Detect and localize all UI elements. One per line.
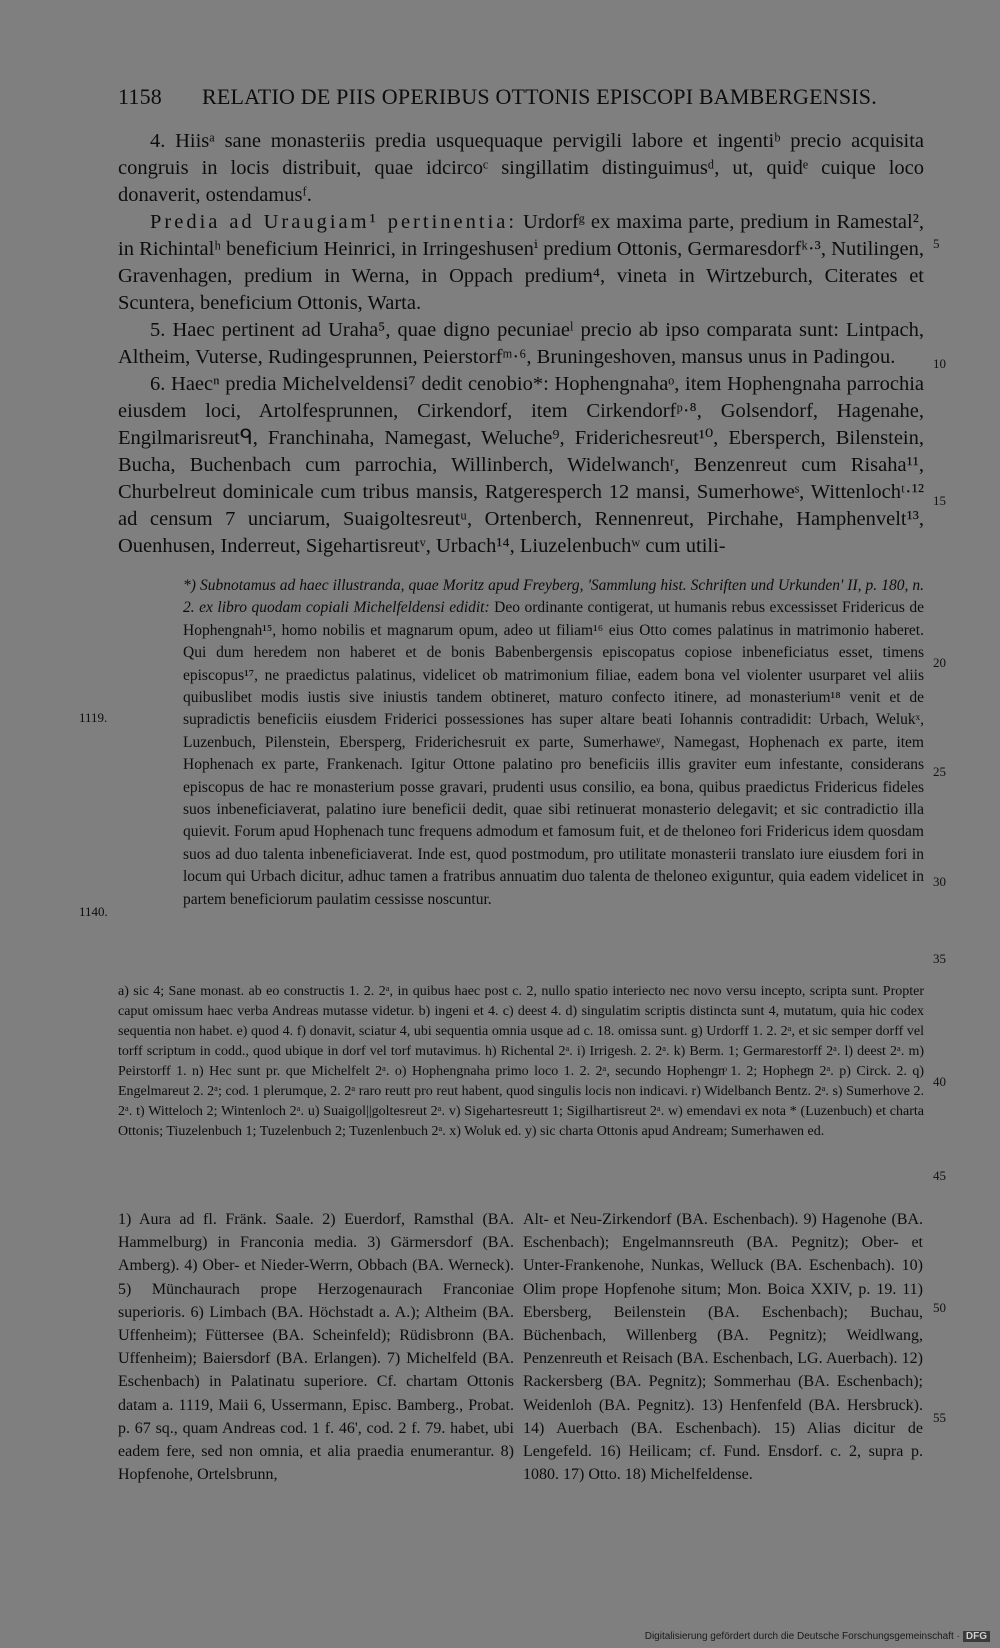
- paragraph-predia: [118, 209, 924, 317]
- explanatory-notes-left: [118, 1208, 514, 1486]
- paragraph-5: 5. Haec pertinent ad Uraha⁵, quae digno pecuniaeˡ precio ab ipso comparata sunt: Lintpach, Altheim, Vuterse, Rudingesprunnen, Peierstorfᵐ·⁶, Bruningeshoven, mansus unus in Padingou.: [118, 319, 924, 368]
- line-number: 55: [933, 1410, 946, 1425]
- page-number: 1158: [118, 84, 162, 109]
- explanatory-notes-right: [523, 1208, 923, 1486]
- footnote-star-intro: *) Subnotamus ad haec illustranda, quae Moritz apud Freyberg, 'Sammlung hist. Schriften und Urkunden' II, p. 180, n. 2. ex libro quodam copiali Michelfeldensi edidit:: [183, 577, 924, 617]
- apparatus-text: a) sic 4; Sane monast. ab eo constructis 1. 2. 2ᵃ, in quibus haec post c. 2, nullo spatio interiecto nec novo versu incepto, scripta sunt. Propter caput omissum haec verba Andreas mutasse videtur. b) ingeni et 4. c) deest 4. d) singulatim scriptis distincta sunt 4, mutatum, quia hic codex sequentia non habet. e) quod 4. f) donavit, sciatur 4, ubi sequentia omnia usque ad c. 18. omissa sunt. g) Urdorff 1. 2. 2ᵃ, et sic semper dorff vel torff scriptum in codd., quod ubique in dorf vel torf mutavimus. h) Richental 2ᵃ. i) Irrigesh. 2. 2ᵃ. k) Berm. 1; Germarestorff 2ᵃ. l) deest 2ᵃ. m) Peirstorff 1. n) Hec sunt pr. que Michelfelt 2ᵃ. o) Hophengnaha primo loco 1. 2. 2ᵃ, secundo Hophengnͦ 1. 2; Hophegͦn 2ᵃ. p) Circk. 2. q) Engelmareut 2. 2ᵃ; cod. 1 plerumque, 2. 2ᵃ raro reutt pro reut habent, quod singulis locis non indicavi. r) Widelbanch Bentz. 2ᵃ. s) Sumerhove 2. 2ᵃ. t) Witteloch 2; Wintenloch 2ᵃ. u) Suaigol||goltesreut 2ᵃ. v) Sigehartesreutt 1; Sigilhartisreut 2ᵃ. w) emendavi ex nota * (Luzenbuch) et charta Ottonis; Tiuzelenbuch 1; Tuzelenbuch 2; Tuzenlenbuch 2ᵃ. x) Woluk ed. y) sic charta Ottonis apud Andream; Sumerhawen ed.: [118, 984, 924, 1139]
- paragraph-6: 6. Haecⁿ predia Michelveldensi⁷ dedit cenobio*: Hophengnahaᵒ, item Hophengnaha parrochia eiusdem loci, Artolfesprunnen, Cirkendorf, item Cirkendorfᵖ·⁸, Golsendorf, Hagenahe, Engilmarisreutᑫ, Franchinaha, Namegast, Weluche⁹, Friderichesreut¹⁰, Ebersperch, Bilenstein, Bucha, Buchenbach cum parrochia, Willinberch, Widelwanchʳ, Benzenreut cum Risaha¹¹, Churbelreut dominicale cum tribus mansis, Ratgeresperch 12 mansi, Sumerhoweˢ, Wittenlochᵗ·¹² ad censum 7 unciarum, Suaigoltesreutᵘ, Ortenberch, Rennenreut, Pirchahe, Hamphenvelt¹³, Ouenhusen, Inderreut, Sigehartisreutᵛ, Urbach¹⁴, Liuzelenbuchʷ cum utili-: [118, 373, 924, 557]
- line-number: 10: [933, 356, 946, 371]
- margin-year-ref: 1140.: [79, 904, 108, 919]
- margin-year-ref: 1119.: [79, 710, 108, 725]
- notes-right-text: Alt- et Neu-Zirkendorf (BA. Eschenbach). 9) Hagenohe (BA. Eschenbach); Engelmannsreuth (BA. Pegnitz); Ober- et Unter-Frankenohe, Nunkas, Welluck (BA. Eschenbach). 10) Olim prope Hopfenohe situm; Mon. Boica XXIV, p. 19. 11) Ebersberg, Beilenstein (BA. Eschenbach); Buchau, Büchenbach, Willenberg (BA. Pegnitz); Weidlwang, Penzenreuth et Reisach (BA. Eschenbach, LG. Auerbach). 12) Rackersberg (BA. Pegnitz); Sommerhau (BA. Eschenbach); Weidenloh (BA. Pegnitz). 13) Henfenfeld (BA. Hersbruck). 14) Auerbach (BA. Eschenbach). 15) Alias dicitur de Lengefeld. 16) Heilicam; cf. Fund. Ensdorf. c. 2, supra p. 1080. 17) Otto. 18) Michelfeldense.: [523, 1211, 923, 1484]
- line-number: 40: [933, 1074, 946, 1089]
- predia-text: Urdorfᵍ ex maxima parte, predium in Ramestal², in Richintalʰ beneficium Heinrici, in Irringeshusenⁱ predium Ottonis, Germaresdorfᵏ·³, Nutilingen, Gravenhagen, predium in Werna, in Oppach predium⁴, vineta in Wirtzeburch, Citerates et Scuntera, beneficium Ottonis, Warta.: [118, 211, 925, 314]
- footer-text: Digitalisierung gefördert durch die Deutsche Forschungsgemeinschaft ·: [644, 1631, 960, 1642]
- line-number: 45: [933, 1168, 946, 1183]
- line-number: 35: [933, 951, 946, 966]
- footnote-star: [183, 575, 924, 911]
- main-text: [118, 128, 924, 560]
- line-number: 15: [933, 493, 946, 508]
- line-number: 25: [933, 764, 946, 779]
- line-number: 20: [933, 655, 946, 670]
- digitization-footer: [645, 1631, 990, 1642]
- critical-apparatus: [118, 982, 924, 1142]
- dfg-logo: DFG: [963, 1631, 990, 1642]
- line-number: 30: [933, 874, 946, 889]
- notes-left-text: 1) Aura ad fl. Fränk. Saale. 2) Euerdorf, Ramsthal (BA. Hammelburg) in Franconia media. 3) Gärmersdorf (BA. Amberg). 4) Ober- et Nieder-Werrn, Obbach (BA. Werneck). 5) Münchaurach prope Herzogenaurach Franconiae superioris. 6) Limbach (BA. Höchstadt a. A.); Altheim (BA. Uffenheim); Füttersee (BA. Scheinfeld); Rüdisbronn (BA. Uffenheim); Baiersdorf (BA. Erlangen). 7) Michelfeld (BA. Eschenbach) in Palatinatu superiore. Cf. chartam Ottonis datam a. 1119, Maii 6, Ussermann, Episc. Bamberg., Probat. p. 67 sq., quam Andreas cod. 1 f. 46', cod. 2 f. 79. habet, ubi eadem fere, sed non omnia, et alia praedia enumerantur. 8) Hopfenohe, Ortelsbrunn,: [118, 1211, 514, 1484]
- footnote-star-text: Deo ordinante contigerat, ut humanis rebus excessisset Fridericus de Hophengnah¹⁵, homo nobilis et magnarum opum, adeo ut filiam¹⁶ eius Otto comes palatinus in matrimonio haberet. Qui dum heredem non haberet et de bonis Babenbergensis episcopatus copiose inbeneficiatus esset, timens episcopus¹⁷, ne praedictus palatinus, videlicet ob matrimonium filiae, eadem bona vel violenter usurparet vel aliis quibuslibet modis iustis sive iniustis tandem obtineret, maturo confecto itinere, ad monasterium¹⁸ venit et de supradictis beneficiis eiusdem Friderici possessiones has super altare beati Iohannis contradidit: Urbach, Welukˣ, Luzenbuch, Pilenstein, Ebersperg, Friderichesruit ex parte, Sumerhaweʸ, Namegast, Hophenach ex parte, item Hophenach ex parte, Frankenach. Igitur Ottone palatino pro beneficiis illis graviter eum infestante, considerans episcopus de hac re monasterium posse gravari, prudenti usus consilio, ea bona, quibus praedictus Fridericus fideles suos inbeneficiaverat, palatino iure beneficii dedit, quae sibi retinuerat monasterio delegavit; et sic contradictio illa quievit. Forum apud Hophenach tunc frequens admodum et famosum fuit, et de theloneo fori Fridericus idem quosdam suos ad duo talenta inbeneficiaverat. Inde est, quod postmodum, pro utilitate monasterii translato iure eiusdem fori in locum qui Urbach dicitur, adhuc tamen a fratribus annuatim duo talenta de theloneo exiguntur, quia eadem videlicet in partem beneficiorum paulatim cessisse noscuntur.: [183, 599, 924, 908]
- line-number: 5: [933, 236, 940, 251]
- paragraph-4: 4. Hiisᵃ sane monasteriis predia usquequaque pervigili labore et ingentiᵇ precio acquisita congruis in locis distribuit, quae idcircoᶜ singillatim distinguimusᵈ, ut, quidᵉ cuique loco donaverit, ostendamusᶠ.: [118, 130, 924, 206]
- predia-heading: Predia ad Uraugiam¹ pertinentia:: [150, 211, 518, 233]
- line-number: 50: [933, 1300, 946, 1315]
- running-title: RELATIO DE PIIS OPERIBUS OTTONIS EPISCOPI BAMBERGENSIS.: [202, 84, 877, 109]
